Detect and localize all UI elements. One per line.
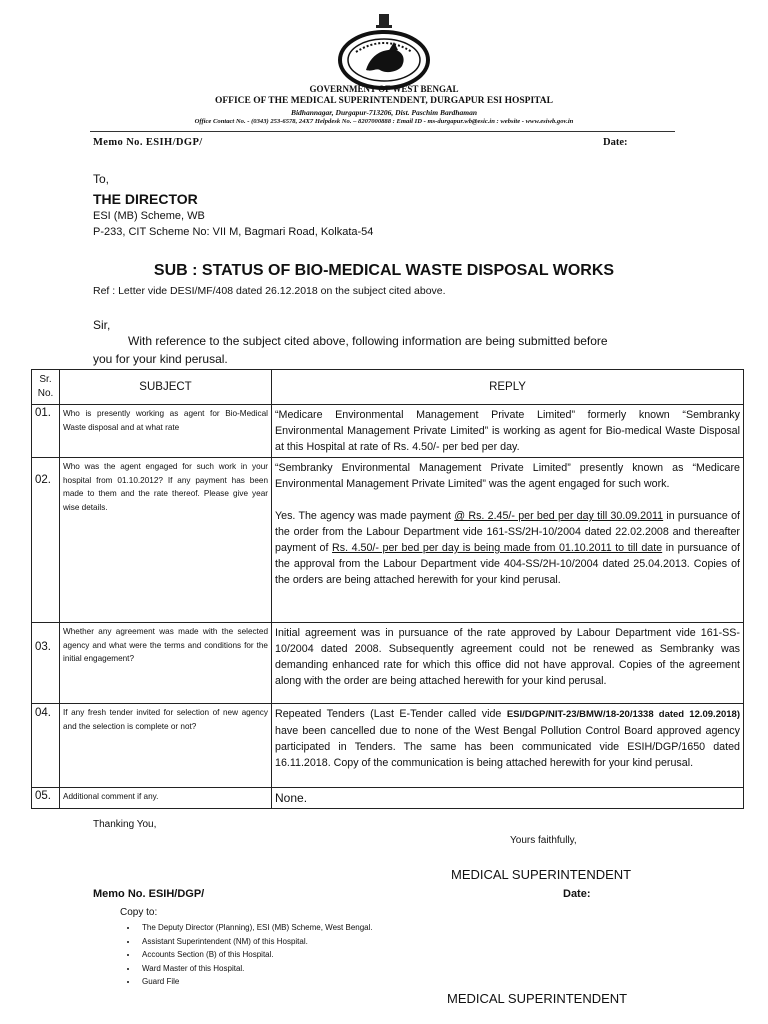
closing-yours-faithfully: Yours faithfully,: [510, 835, 577, 846]
row-reply: “Medicare Environmental Management Private Limited” formerly known “Sembranky Environmental Management Private Limited” is working as agent for Bio-medical Waste Disposal at this Hospital at rate of Rs. 4.50/- per bed per day.: [272, 405, 744, 458]
underlined-rate: Rs. 4.50/- per bed per day is being made from 01.10.2011 to till date: [332, 542, 663, 554]
header-sr-no: Sr. No.: [32, 370, 60, 405]
letterhead-divider: [90, 131, 675, 132]
header-reply: REPLY: [272, 370, 744, 405]
table-row: [32, 458, 744, 623]
subject-heading: SUB : STATUS OF BIO-MEDICAL WASTE DISPOSAL WORKS: [153, 262, 615, 279]
letterhead-contact: Office Contact No. - (0343) 253-6578, 24X7 Helpdesk No. – 8207000888 : Email ID - ms-durgapur.wb@esic.in : website - www.esiwb.gov.in: [194, 118, 574, 125]
memo-number-2: Memo No. ESIH/DGP/: [93, 888, 205, 900]
tender-number: ESI/DGP/NIT-23/BMW/18-20/1338: [506, 709, 654, 720]
list-item: • The Deputy Director (Planning), ESI (MB) Scheme, West Bengal.: [138, 921, 480, 935]
table-row: [32, 788, 744, 809]
row-subject: Who was the agent engaged for such work in your hospital from 01.10.2012? If any payment has been made to them and the rate thereof. Please give year wise details.: [60, 458, 272, 623]
tender-date: dated 12.09.2018): [653, 709, 740, 720]
header-subject: SUBJECT: [60, 370, 272, 405]
table-row: [32, 623, 744, 704]
list-item: • Guard File: [138, 975, 480, 989]
letterhead-office: OFFICE OF THE MEDICAL SUPERINTENDENT, DURGAPUR ESI HOSPITAL: [214, 96, 553, 106]
list-item: • Ward Master of this Hospital.: [138, 962, 480, 976]
letterhead-government: GOVERNMENT OF WEST BENGAL: [309, 84, 459, 94]
reference-line: Ref : Letter vide DESI/MF/408 dated 26.12.2018 on the subject cited above.: [93, 285, 446, 297]
row-subject: Additional comment if any.: [60, 788, 272, 809]
government-emblem-logo: [336, 12, 432, 90]
reply-part: “Sembranky Environmental Management Private Limited” presently known as “Medicare Environmental Management Private Limited” was the agent engaged for such work.: [275, 462, 740, 490]
row-subject: If any fresh tender invited for selection of new agency and the selection is complete or not?: [60, 704, 272, 788]
row-sr-no: 01.: [32, 405, 60, 458]
list-item: • Accounts Section (B) of this Hospital.: [138, 948, 480, 962]
row-reply: Repeated Tenders (Last E-Tender called vide ESI/DGP/NIT-23/BMW/18-20/1338 dated 12.09.2018) have been cancelled due to none of the West Bengal Pollution Control Board approved agency participated in Tenders. The same has been communicated vide ESIH/DGP/1650 dated 16.11.2018. Copy of the communication is being attached herewith for your kind perusal.: [272, 704, 744, 788]
row-sr-no: 04.: [32, 704, 60, 788]
closing-thanks: Thanking You,: [93, 819, 157, 830]
intro-paragraph-line-2: you for your kind perusal.: [93, 352, 228, 366]
memo-date: Date:: [603, 137, 628, 148]
address-line-2: P-233, CIT Scheme No: VII M, Bagmari Road, Kolkata-54: [93, 226, 374, 238]
table-header-row: [32, 370, 744, 405]
signatory-designation: MEDICAL SUPERINTENDENT: [451, 867, 632, 882]
memo-date-2: Date:: [563, 888, 591, 900]
list-item: • Assistant Superintendent (NM) of this Hospital.: [138, 935, 480, 949]
address-line-1: ESI (MB) Scheme, WB: [93, 210, 205, 222]
letterhead-address: Bidhannagar, Durgapur-713206, Dist. Paschim Bardhaman: [290, 108, 478, 117]
copy-to-list: [120, 921, 480, 989]
intro-paragraph-line-1: With reference to the subject cited above, following information are being submitted before: [128, 334, 608, 348]
table-row: [32, 704, 744, 788]
row-subject: Whether any agreement was made with the selected agency and what were the terms and conditions for the initial engagement?: [60, 623, 272, 704]
row-sr-no: 03.: [32, 623, 60, 704]
memo-number: Memo No. ESIH/DGP/: [93, 137, 203, 148]
address-to: To,: [93, 172, 110, 186]
copy-to-label: Copy to:: [120, 907, 158, 918]
information-table: [31, 369, 744, 809]
underlined-rate: @ Rs. 2.45/- per bed per day till 30.09.2011: [454, 510, 664, 522]
row-sr-no: 05.: [32, 788, 60, 809]
addressee-name: THE DIRECTOR: [93, 191, 198, 207]
row-reply: None.: [272, 788, 744, 809]
row-subject: Who is presently working as agent for Bio-Medical Waste disposal and at what rate: [60, 405, 272, 458]
row-reply: Initial agreement was in pursuance of the rate approved by Labour Department vide 161-SS-10/2004 dated 2008. Subsequently agreement could not be renewed as Sembranky was demanding enhanced rate for which this office did not have approval. Copies of the agreement along with the order are being attached herewith for your kind perusal.: [272, 623, 744, 704]
row-reply: [272, 458, 744, 623]
row-sr-no: 02.: [32, 458, 60, 623]
salutation: Sir,: [93, 318, 111, 332]
footer-designation: MEDICAL SUPERINTENDENT: [447, 991, 628, 1006]
table-row: [32, 405, 744, 458]
reply-part: Yes. The agency was made payment @ Rs. 2.45/- per bed per day till 30.09.2011 in pursuance of the order from the Labour Department vide 161-SS/2H-10/2004 dated 22.02.2008 and thereafter payment of Rs. 4.50/- per bed per day is being made from 01.10.2011 to till date in pursuance of the approval from the Labour Department vide 404-SS/2H-10/2004 dated 25.04.2013. Copies of the orders are being attached herewith for your kind perusal.: [275, 510, 740, 586]
